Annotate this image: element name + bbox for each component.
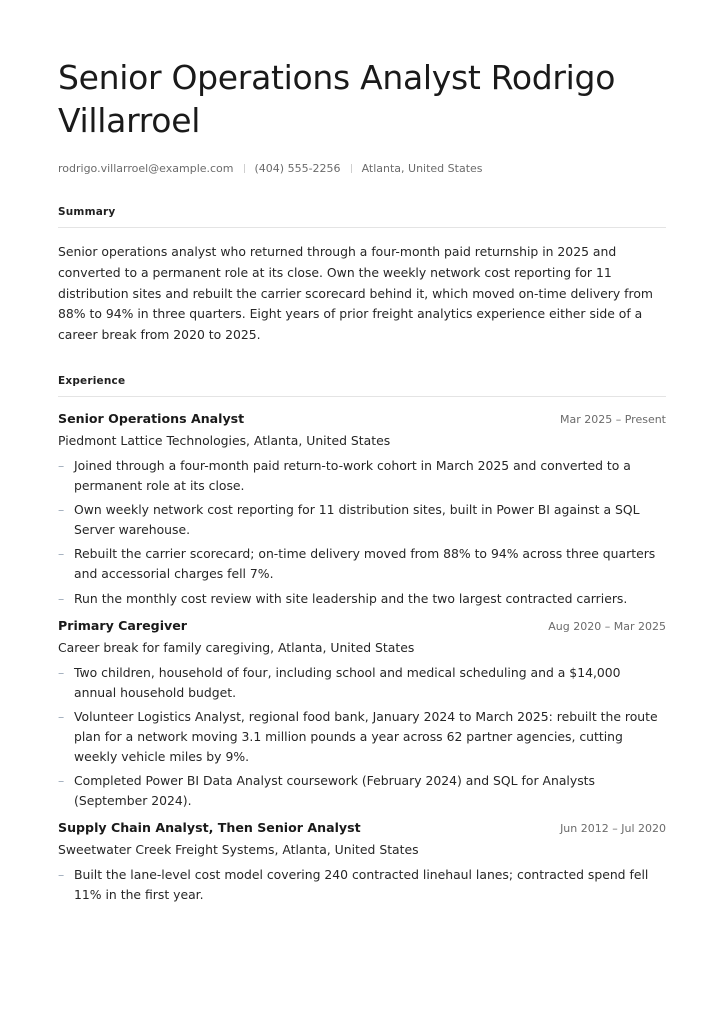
location-text: Atlanta, United States [361,161,483,175]
experience-section [58,375,666,905]
job-entry [58,820,666,904]
phone-text: (404) 555-2256 [254,161,341,175]
list-item [58,865,666,904]
list-item [58,707,666,766]
job-header [58,820,666,840]
bullet-text: Built the lane-level cost model covering 240 contracted linehaul lanes; contracted spend fell 11% in the first year. [74,867,649,902]
dash-icon: – [58,457,65,473]
contact-line [58,159,666,177]
job-bullet-list [58,865,666,904]
job-dates: Aug 2020 – Mar 2025 [548,620,666,634]
dash-icon: – [58,773,65,789]
job-organization: Piedmont Lattice Technologies, Atlanta, United States [58,432,391,448]
dash-icon: – [58,502,65,518]
experience-heading: Experience [58,375,666,397]
job-organization: Career break for family caregiving, Atlanta, United States [58,640,415,656]
job-title: Primary Caregiver [58,618,187,634]
dash-icon: – [58,867,65,883]
dash-icon: – [58,546,65,562]
job-title: Senior Operations Analyst [58,410,245,426]
job-dates: Jun 2012 – Jul 2020 [560,822,666,836]
list-item [58,500,666,539]
job-dates: Mar 2025 – Present [559,412,666,426]
summary-paragraph: Senior operations analyst who returned through a four-month paid returnship in 2025 and converted to a permanent role at its close. Own the weekly network cost reporting for 11 distribution sites and rebuilt the carrier scorecard behind it, which moved on-time delivery from 88% to 94% in three quarters. Eight years of prior freight analytics experience either side of a career break from 2020 to 2025. [58,244,653,343]
list-item [58,663,666,702]
list-item [58,456,666,495]
bullet-text: Two children, household of four, including school and medical scheduling and a $14,000 annual household budget. [74,665,621,700]
job-entry [58,618,666,810]
dash-icon: – [58,709,65,725]
bullet-text: Run the monthly cost review with site leadership and the two largest contracted carriers. [74,590,628,606]
summary-heading: Summary [58,206,666,228]
list-item [58,589,666,609]
job-bullet-list [58,456,666,608]
bullet-text: Completed Power BI Data Analyst coursework (February 2024) and SQL for Analysts (September 2024). [74,773,595,808]
dash-icon: – [58,665,65,681]
bullet-text: Joined through a four-month paid return-to-work cohort in March 2025 and converted to a permanent role at its close. [74,457,631,493]
job-header [58,618,666,638]
summary-section [58,206,666,346]
bullet-text: Volunteer Logistics Analyst, regional food bank, January 2024 to March 2025: rebuilt the route plan for a network moving 3.1 million pounds a year across 62 partner agencies, cutting weekly vehicle miles by 9%. [74,709,658,764]
contact-divider [244,164,245,173]
bullet-text: Rebuilt the carrier scorecard; on-time delivery moved from 88% to 94% across three quarters and accessorial charges fell 7%. [74,546,656,581]
dash-icon: – [58,590,65,606]
job-header [58,411,666,431]
email-text: rodrigo.villarroel@example.com [58,161,234,175]
list-item [58,544,666,583]
job-organization: Sweetwater Creek Freight Systems, Atlanta, United States [58,842,419,858]
job-entry [58,411,666,608]
list-item [58,771,666,810]
bullet-text: Own weekly network cost reporting for 11 distribution sites, built in Power BI against a SQL Server warehouse. [74,502,640,537]
page-title: Senior Operations Analyst Rodrigo Villarroel [58,58,616,140]
contact-divider [351,164,352,173]
job-title: Supply Chain Analyst, Then Senior Analyst [58,820,361,836]
job-bullet-list [58,663,666,810]
